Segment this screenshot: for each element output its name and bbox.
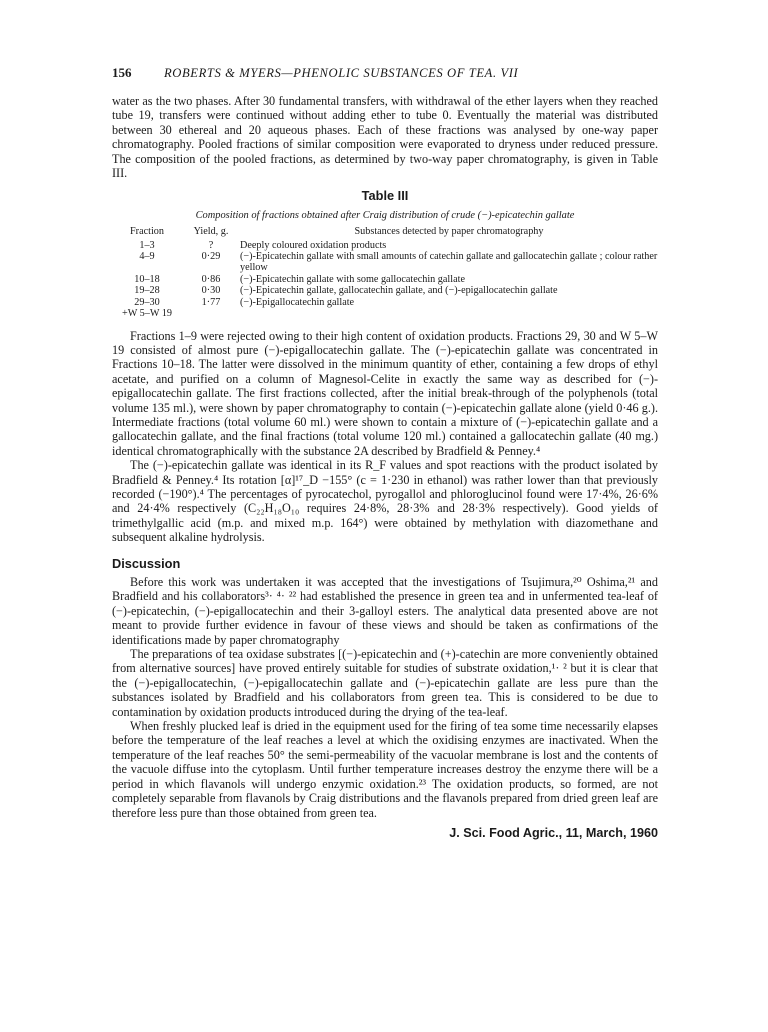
cell-yield: ? [208, 239, 214, 251]
cell-yield: 0·29 [201, 251, 221, 263]
cell-substances: (−)-Epicatechin gallate with small amounts of catechin gallate and gallocatechin gallate ; colour rather yellow [240, 251, 658, 274]
cell-yield: 0·86 [201, 273, 221, 285]
cell-substances: (−)-Epicatechin gallate, gallocatechin gallate, and (−)-epigallocatechin gallate [240, 285, 558, 297]
cell-fraction: 4–9 [139, 251, 155, 263]
table-row [112, 308, 658, 319]
cell-substances: Deeply coloured oxidation products [240, 239, 387, 251]
paragraph-discussion-3: When freshly plucked leaf is dried in the equipment used for the firing of tea some time necessarily elapses before the temperature of the leaf reaches a level at which the oxidising enzymes are inactivated. When the temperature of the leaf reaches 50° the semi-permeability of the vacuolar membrane is lost and the contents of the vacuole diffuse into the cytoplasm. Until further temperature increases destroy the enzyme there will be a period in which flavanols will undergo enzymic oxidation.²³ The oxidation products, so formed, are not completely separable from flavanols by Craig distributions and the flavanols prepared from dried green leaf are therefore less pure than those obtained from green tea. [112, 719, 658, 820]
header-substances: Substances detected by paper chromatography [354, 226, 544, 238]
cell-yield [182, 308, 240, 319]
running-head [112, 66, 658, 88]
paragraph-fractions: Fractions 1–9 were rejected owing to their high content of oxidation products. Fractions 29, 30 and W 5–W 19 consisted of almost pure (−)-epigallocatechin gallate. The (−)-epicatechin gallate was concentrated in Fractions 10–18. The latter were dissolved in the minimum quantity of ether, containing a few drops of ethyl acetate, and purified on a column of Magnesol-Celite in exactly the same way as described for (−)-epigallocatechin gallate. The first fractions collected, after the initial break-through of the polyphenols (total volume 135 ml.), were shown by paper chromatography to contain (−)-epicatechin gallate alone (yield 0·46 g.). Intermediate fractions (total volume 60 ml.) were shown to contain a mixture of (−)-epicatechin gallate and a gallocatechin gallate, and the final fractions (total volume 120 ml.) contained a gallocatechin gallate (40 mg.) identical chromatographically with the substance 2A described by Bradfield & Penney.⁴ [112, 328, 658, 458]
running-title: ROBERTS & MYERS—PHENOLIC SUBSTANCES OF TEA. VII [164, 66, 519, 80]
cell-substances [240, 308, 658, 319]
cell-yield: 0·30 [201, 285, 221, 297]
table-row [112, 274, 658, 285]
table-row [112, 285, 658, 296]
cell-substances: (−)-Epigallocatechin gallate [240, 296, 355, 308]
page [112, 66, 658, 840]
cell-fraction: 1–3 [139, 239, 155, 251]
header-yield: Yield, g. [193, 226, 229, 238]
paragraph-identity: The (−)-epicatechin gallate was identical in its R_F values and spot reactions with the product isolated by Bradfield & Penney.⁴ Its rotation [α]¹⁷_D −155° (c = 1·230 in ethanol) was rather lower than that previously recorded (−190°).⁴ The percentages of pyrocatechol, pyrogallol and phloroglucinol found were 17·4%, 26·6% and 24·4% respectively (C₂₂H₁₈O₁₀ requires 24·8%, 28·3% and 28·3% respectively). Good yields of trimethylgallic acid (m.p. and mixed m.p. 164°) were obtained by methylation with diazomethane and subsequent alkaline hydrolysis. [112, 458, 658, 545]
cell-fraction: +W 5–W 19 [121, 308, 173, 320]
table-caption: Composition of fractions obtained after Craig distribution of crude (−)-epicatechin gallate [195, 209, 575, 221]
page-number: 156 [112, 65, 132, 80]
section-heading-discussion: Discussion [112, 555, 181, 571]
cell-substances: (−)-Epicatechin gallate with some gallocatechin gallate [240, 273, 465, 285]
cell-fraction: 19–28 [134, 285, 160, 297]
table-row [112, 297, 658, 308]
table-row [112, 251, 658, 274]
paragraph-intro: water as the two phases. After 30 fundamental transfers, with withdrawal of the ether layers when they reached tube 19, transfers were continued without adding ether to tube 0. Eventually the material was distributed between 30 ethereal and 20 aqueous phases. Each of these fractions was analysed by one-way paper chromatography. Pooled fractions of similar composition were evaporated to dryness under reduced pressure. The composition of the pooled fractions, as determined by two-way paper chromatography, is given in Table III. [112, 94, 658, 181]
table-title: Table III [361, 188, 409, 204]
cell-yield: 1·77 [201, 296, 221, 308]
table-iii [112, 226, 658, 319]
table-row [112, 240, 658, 251]
table-header-row [112, 226, 658, 239]
paragraph-discussion-2: The preparations of tea oxidase substrates [(−)-epicatechin and (+)-catechin are more conveniently obtained from alternative sources] have proved entirely suitable for studies of substrate oxidation,¹· ² but it is clear that the (−)-epigallocatechin, (−)-epigallocatechin gallate and (−)-epicatechin gallate are less pure than the substances isolated by Bradfield and his collaborators from green tea. This is considered to be due to contamination by oxidation products introduced during the drying of the tea-leaf. [112, 647, 658, 719]
cell-fraction: 29–30 [134, 296, 160, 308]
header-fraction: Fraction [130, 226, 164, 238]
journal-citation: J. Sci. Food Agric., 11, March, 1960 [449, 825, 658, 840]
paragraph-discussion-1: Before this work was undertaken it was accepted that the investigations of Tsujimura,²⁰ Oshima,²¹ and Bradfield and his collaborators³· ⁴· ²² had established the presence in green tea and in unfermented tea-leaf of (−)-epicatechin, (−)-epigallocatechin and their 3-galloyl esters. The analytical data presented above are not meant to provide further evidence in favour of these views and should be taken as confirmations of the identifications made by paper chromatography [112, 575, 658, 647]
cell-fraction: 10–18 [134, 273, 160, 285]
